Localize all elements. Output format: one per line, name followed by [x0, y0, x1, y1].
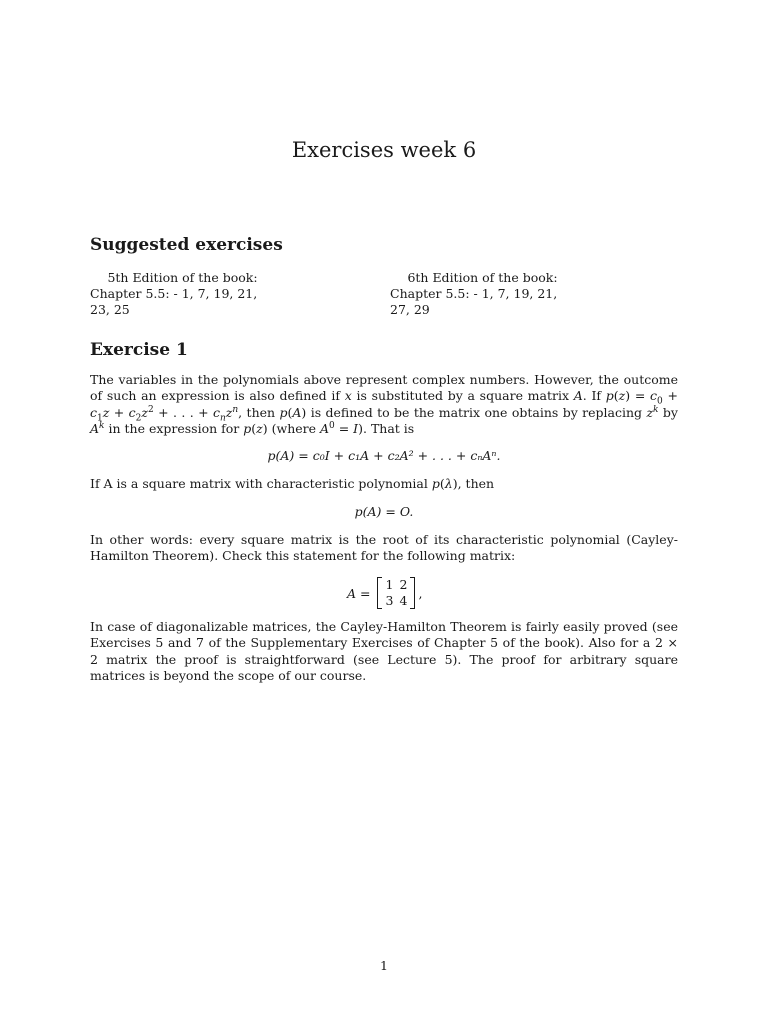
edition-6-title: 6th Edition of the book:	[407, 270, 558, 285]
p1-text-a: The variables in the polynomials above represent complex numbers. However, the outcome of such an expression is also defined if	[90, 372, 678, 404]
edition-6-info	[390, 270, 575, 318]
matrix-a-equation	[347, 576, 422, 610]
edition-5-info	[90, 270, 275, 318]
p1-text-c: . If	[582, 388, 606, 404]
polynomial-of-matrix-equation: p(A) = c₀I + c₁A + c₂A² + . . . + cₙAⁿ.	[267, 448, 501, 463]
p1-text-d: , then	[238, 404, 280, 420]
edition-5-exercises: Chapter 5.5: - 1, 7, 19, 21, 23, 25	[90, 286, 258, 317]
exercise-1-heading: Exercise 1	[90, 340, 188, 360]
p1-text-b: is substituted by a square matrix	[351, 388, 574, 404]
exercise-1-intro-paragraph: The variables in the polynomials above represent complex numbers. However, the outcome of such an expression is also defined if x is substituted by a square matrix A. If $p(z) = c_0 + c_1z + c_2z^2$ + . . . + $c_nz^n$, then p(A) is defined to be the matrix one obtains by replacing $z^k$ by $A^k$ in the expression for p(z) (where $A^0 = I$). That is	[90, 372, 678, 437]
p1-text-f: by	[658, 404, 678, 420]
matrix-left-bracket	[377, 577, 382, 609]
diagonalizable-paragraph: In case of diagonalizable matrices, the Cayley-Hamilton Theorem is fairly easily proved (see Exercises 5 and 7 of the Supplementary Exercises of Chapter 5 of the book). Also for a 2 × 2 matrix the proof is straightforward (see Lecture 5). The proof for arbitrary square matrices is beyond the scope of our course.	[90, 619, 678, 684]
edition-6-exercises: Chapter 5.5: - 1, 7, 19, 21, 27, 29	[390, 286, 558, 317]
p1-text-i: ). That is	[358, 421, 415, 437]
matrix-cell: 4	[399, 593, 408, 608]
p2-text-b: , then	[457, 476, 495, 491]
matrix-cell: 2	[399, 577, 408, 592]
characteristic-polynomial-paragraph: If A is a square matrix with characteristic polynomial p(λ), then	[90, 476, 495, 491]
polynomial-definition: p	[605, 388, 614, 404]
p1-text-e: is defined to be the matrix one obtains by replacing	[306, 404, 647, 420]
matrix-cell: 1	[385, 577, 394, 592]
document-title: Exercises week 6	[291, 138, 477, 162]
p1-text-h: (where	[267, 421, 320, 437]
p2-text-a: If A is a square matrix with characteristic polynomial	[90, 476, 432, 491]
matrix-right-bracket	[410, 577, 415, 609]
cayley-hamilton-paragraph: In other words: every square matrix is the root of its characteristic polynomial (Cayley-Hamilton Theorem). Check this statement for the following matrix:	[90, 532, 678, 564]
matrix-trailing-comma: ,	[418, 585, 423, 601]
cayley-hamilton-equation: p(A) = O.	[354, 504, 414, 519]
matrix-cell: 3	[385, 593, 394, 608]
edition-5-title: 5th Edition of the book:	[107, 270, 258, 285]
page-number: 1	[380, 958, 388, 973]
p1-text-g: in the expression for	[104, 421, 244, 437]
suggested-exercises-heading: Suggested exercises	[90, 235, 283, 255]
matrix-lhs: A =	[347, 585, 371, 601]
matrix-a	[377, 577, 415, 609]
